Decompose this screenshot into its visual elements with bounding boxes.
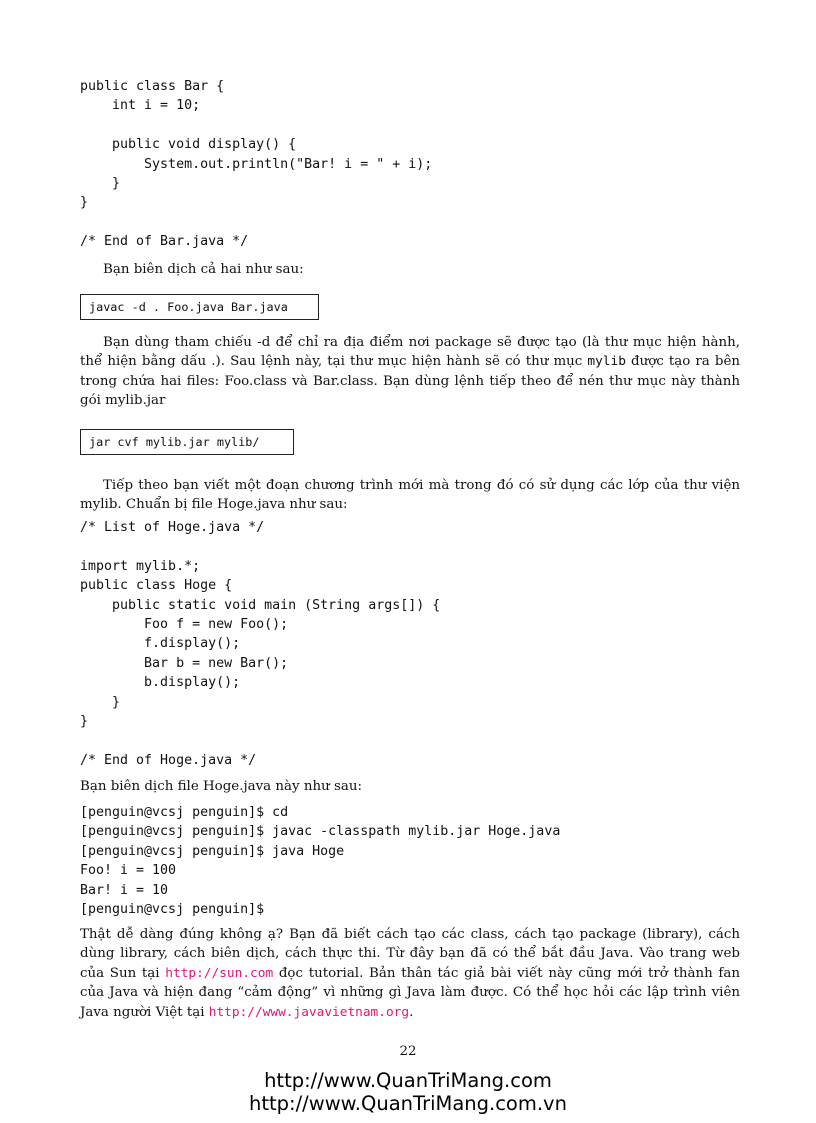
para-final-text-1: Thật dễ dàng đúng không ạ? Bạn đã biết cách tạo các class, cách tạo package (library), cách dùng library, cách biên dịch, cách thực thi. Từ đây bạn đã có thể bắt đầu Java. Vào trang web của Sun tại	[80, 927, 740, 981]
page-number: 22	[399, 1044, 417, 1059]
footer-url-2: http://www.QuanTriMang.com.vn	[249, 1092, 567, 1115]
para-final	[80, 925, 740, 1022]
para-compile-hoge: Bạn biên dịch file Hoge.java này như sau:	[80, 779, 362, 794]
code-block-bar: public class Bar { int i = 10; public void display() { System.out.println("Bar! i = " + i); } } /* End of Bar.java */	[80, 79, 433, 250]
para-final-text-2: đọc tutorial. Bản thân tác giả bài viết này cũng mới trở thành fan của Java và hiện đang “cảm động” vì những gì Java làm được. Có thể học hỏi các lập trình viên Java người Việt tại	[80, 965, 740, 1020]
para-final-text-3: .	[409, 1004, 414, 1020]
para-explain-text-1: Bạn dùng tham chiếu -d để chỉ ra địa điểm nơi package sẽ được tạo (là thư mục hiện hành, thể hiện bằng dấu .). Sau lệnh này, tại thư mục hiện hành sẽ có thư mục	[80, 335, 740, 370]
link-sun[interactable]: http://sun.com	[165, 965, 274, 981]
para-compile-both: Bạn biên dịch cả hai như sau:	[103, 262, 304, 277]
command-box-jar: jar cvf mylib.jar mylib/	[80, 429, 294, 455]
link-javavietnam[interactable]: http://www.javavietnam.org	[208, 1004, 410, 1020]
para-explain	[80, 333, 740, 411]
mylib-mono: mylib	[587, 354, 626, 370]
terminal-output: [penguin@vcsj penguin]$ cd [penguin@vcsj penguin]$ javac -classpath mylib.jar Hoge.java [penguin@vcsj penguin]$ java Hoge Foo! i = 100 Bar! i = 10 [penguin@vcsj penguin]$	[80, 805, 561, 918]
para-explain-text-2: được tạo ra bên trong chứa hai files: Foo.class và Bar.class. Bạn dùng lệnh tiếp theo để nén thư mục này thành gói mylib.jar	[80, 354, 740, 409]
code-block-hoge: /* List of Hoge.java */ import mylib.*; public class Hoge { public static void main (String args[]) { Foo f = new Foo(); f.display(); Bar b = new Bar(); b.display(); } } /* End of Hoge.java */	[80, 520, 441, 768]
para-next: Tiếp theo bạn viết một đoạn chương trình mới mà trong đó có sử dụng các lớp của thư viện mylib. Chuẩn bị file Hoge.java như sau:	[80, 478, 740, 513]
command-box-javac: javac -d . Foo.java Bar.java	[80, 294, 319, 320]
footer-url-1: http://www.QuanTriMang.com	[264, 1069, 552, 1092]
